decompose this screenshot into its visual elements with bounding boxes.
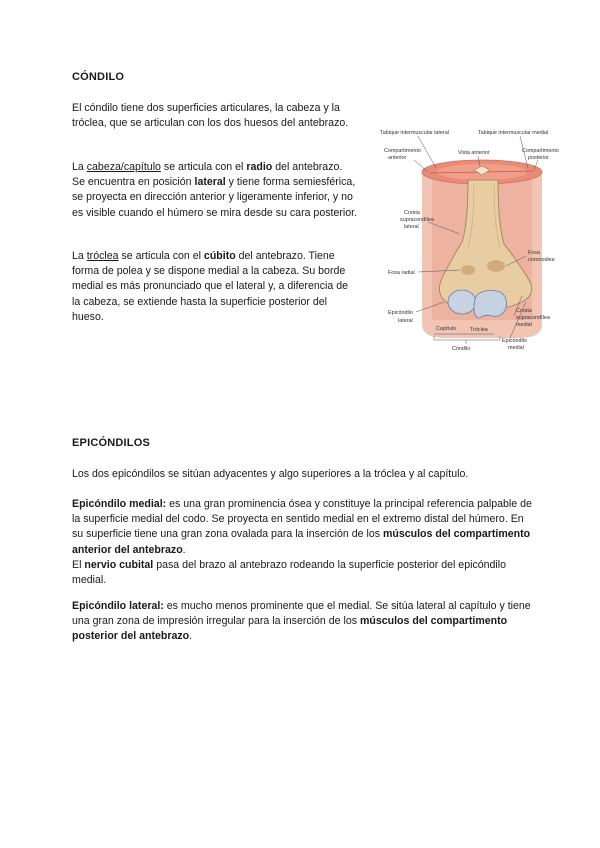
svg-text:Cóndilo: Cóndilo — [452, 346, 471, 352]
section-heading-epicondilos: EPICÓNDILOS — [72, 437, 150, 449]
paragraph-condilo-intro: El cóndilo tiene dos superficies articulares, la cabeza y la tróclea, que se articulan con los dos huesos del antebrazo. — [72, 102, 349, 130]
svg-text:Capítulo: Capítulo — [436, 326, 457, 332]
svg-text:Cresta: Cresta — [516, 308, 532, 314]
svg-text:anterior: anterior — [388, 155, 407, 161]
svg-text:Cresta: Cresta — [404, 210, 420, 216]
paragraph-epicondilo-lateral: Epicóndilo lateral: es mucho menos prominente que el medial. Se sitúa lateral al capítulo y tiene una gran zona de impresión irregular para la inserción de los músculos del compartimento posterior del antebrazo. — [72, 600, 531, 643]
troclea — [474, 290, 506, 318]
svg-text:Fosa radial: Fosa radial — [388, 270, 415, 276]
term-troclea: tróclea — [86, 250, 119, 262]
svg-text:supracondílea: supracondílea — [400, 217, 434, 223]
svg-text:lateral: lateral — [398, 318, 413, 324]
svg-text:Compartimento: Compartimento — [384, 148, 421, 154]
svg-text:Epicóndilo: Epicóndilo — [388, 310, 413, 316]
paragraph-troclea: La tróclea se articula con el cúbito del antebrazo. Tiene forma de polea y se dispone medial a la cabeza. Su borde medial es más pronunciado que el lateral y, a diferencia de la cabeza, se extiende hasta la superficie posterior del hueso. — [72, 250, 348, 323]
svg-text:Tabique intermuscular medial: Tabique intermuscular medial — [478, 130, 549, 136]
paragraph-epicondilos-intro: Los dos epicóndilos se sitúan adyacentes y algo superiores a la tróclea y al capítulo. — [72, 468, 469, 480]
svg-text:Fosa: Fosa — [528, 250, 540, 256]
paragraph-epicondilo-medial: Epicóndilo medial: es una gran prominencia ósea y constituye la principal referencia palpable de la superficie medial del codo. Se proyecta en sentido medial en el extremo distal del húmero. En su superficie tiene una gran zona ovalada para la inserción de los músculos del compartimento anterior del antebrazo. El nervio cubital pasa del brazo al antebrazo rodeando la superficie posterior del epicóndilo medial. — [72, 498, 532, 587]
svg-text:Epicóndilo: Epicóndilo — [502, 338, 527, 344]
svg-text:supracondílea: supracondílea — [516, 315, 550, 321]
svg-text:Vista anterior: Vista anterior — [458, 150, 490, 156]
fosa-radial — [461, 265, 475, 275]
svg-text:medial: medial — [508, 345, 524, 351]
svg-text:posterior: posterior — [528, 155, 549, 161]
capitulo — [448, 290, 476, 314]
svg-text:medial: medial — [516, 322, 532, 328]
term-cabeza: cabeza/capítulo — [86, 161, 161, 173]
svg-text:Tróclea: Tróclea — [470, 327, 488, 333]
fosa-coronoidea — [487, 260, 505, 272]
paragraph-cabeza: La cabeza/capítulo se articula con el radio del antebrazo. Se encuentra en posición lateral y tiene forma semiesférica, se proyecta en dirección anterior y ligeramente inferior, y no es visible cuando el húmero se mira desde su cara posterior. — [72, 161, 358, 219]
section-heading-condilo: CÓNDILO — [72, 71, 125, 83]
humerus-distal-figure — [370, 124, 570, 356]
svg-text:coronoidea: coronoidea — [528, 257, 555, 263]
svg-text:lateral: lateral — [404, 224, 419, 230]
svg-text:Compartimento: Compartimento — [522, 148, 559, 154]
svg-text:Tabique intermuscular lateral: Tabique intermuscular lateral — [380, 130, 449, 136]
